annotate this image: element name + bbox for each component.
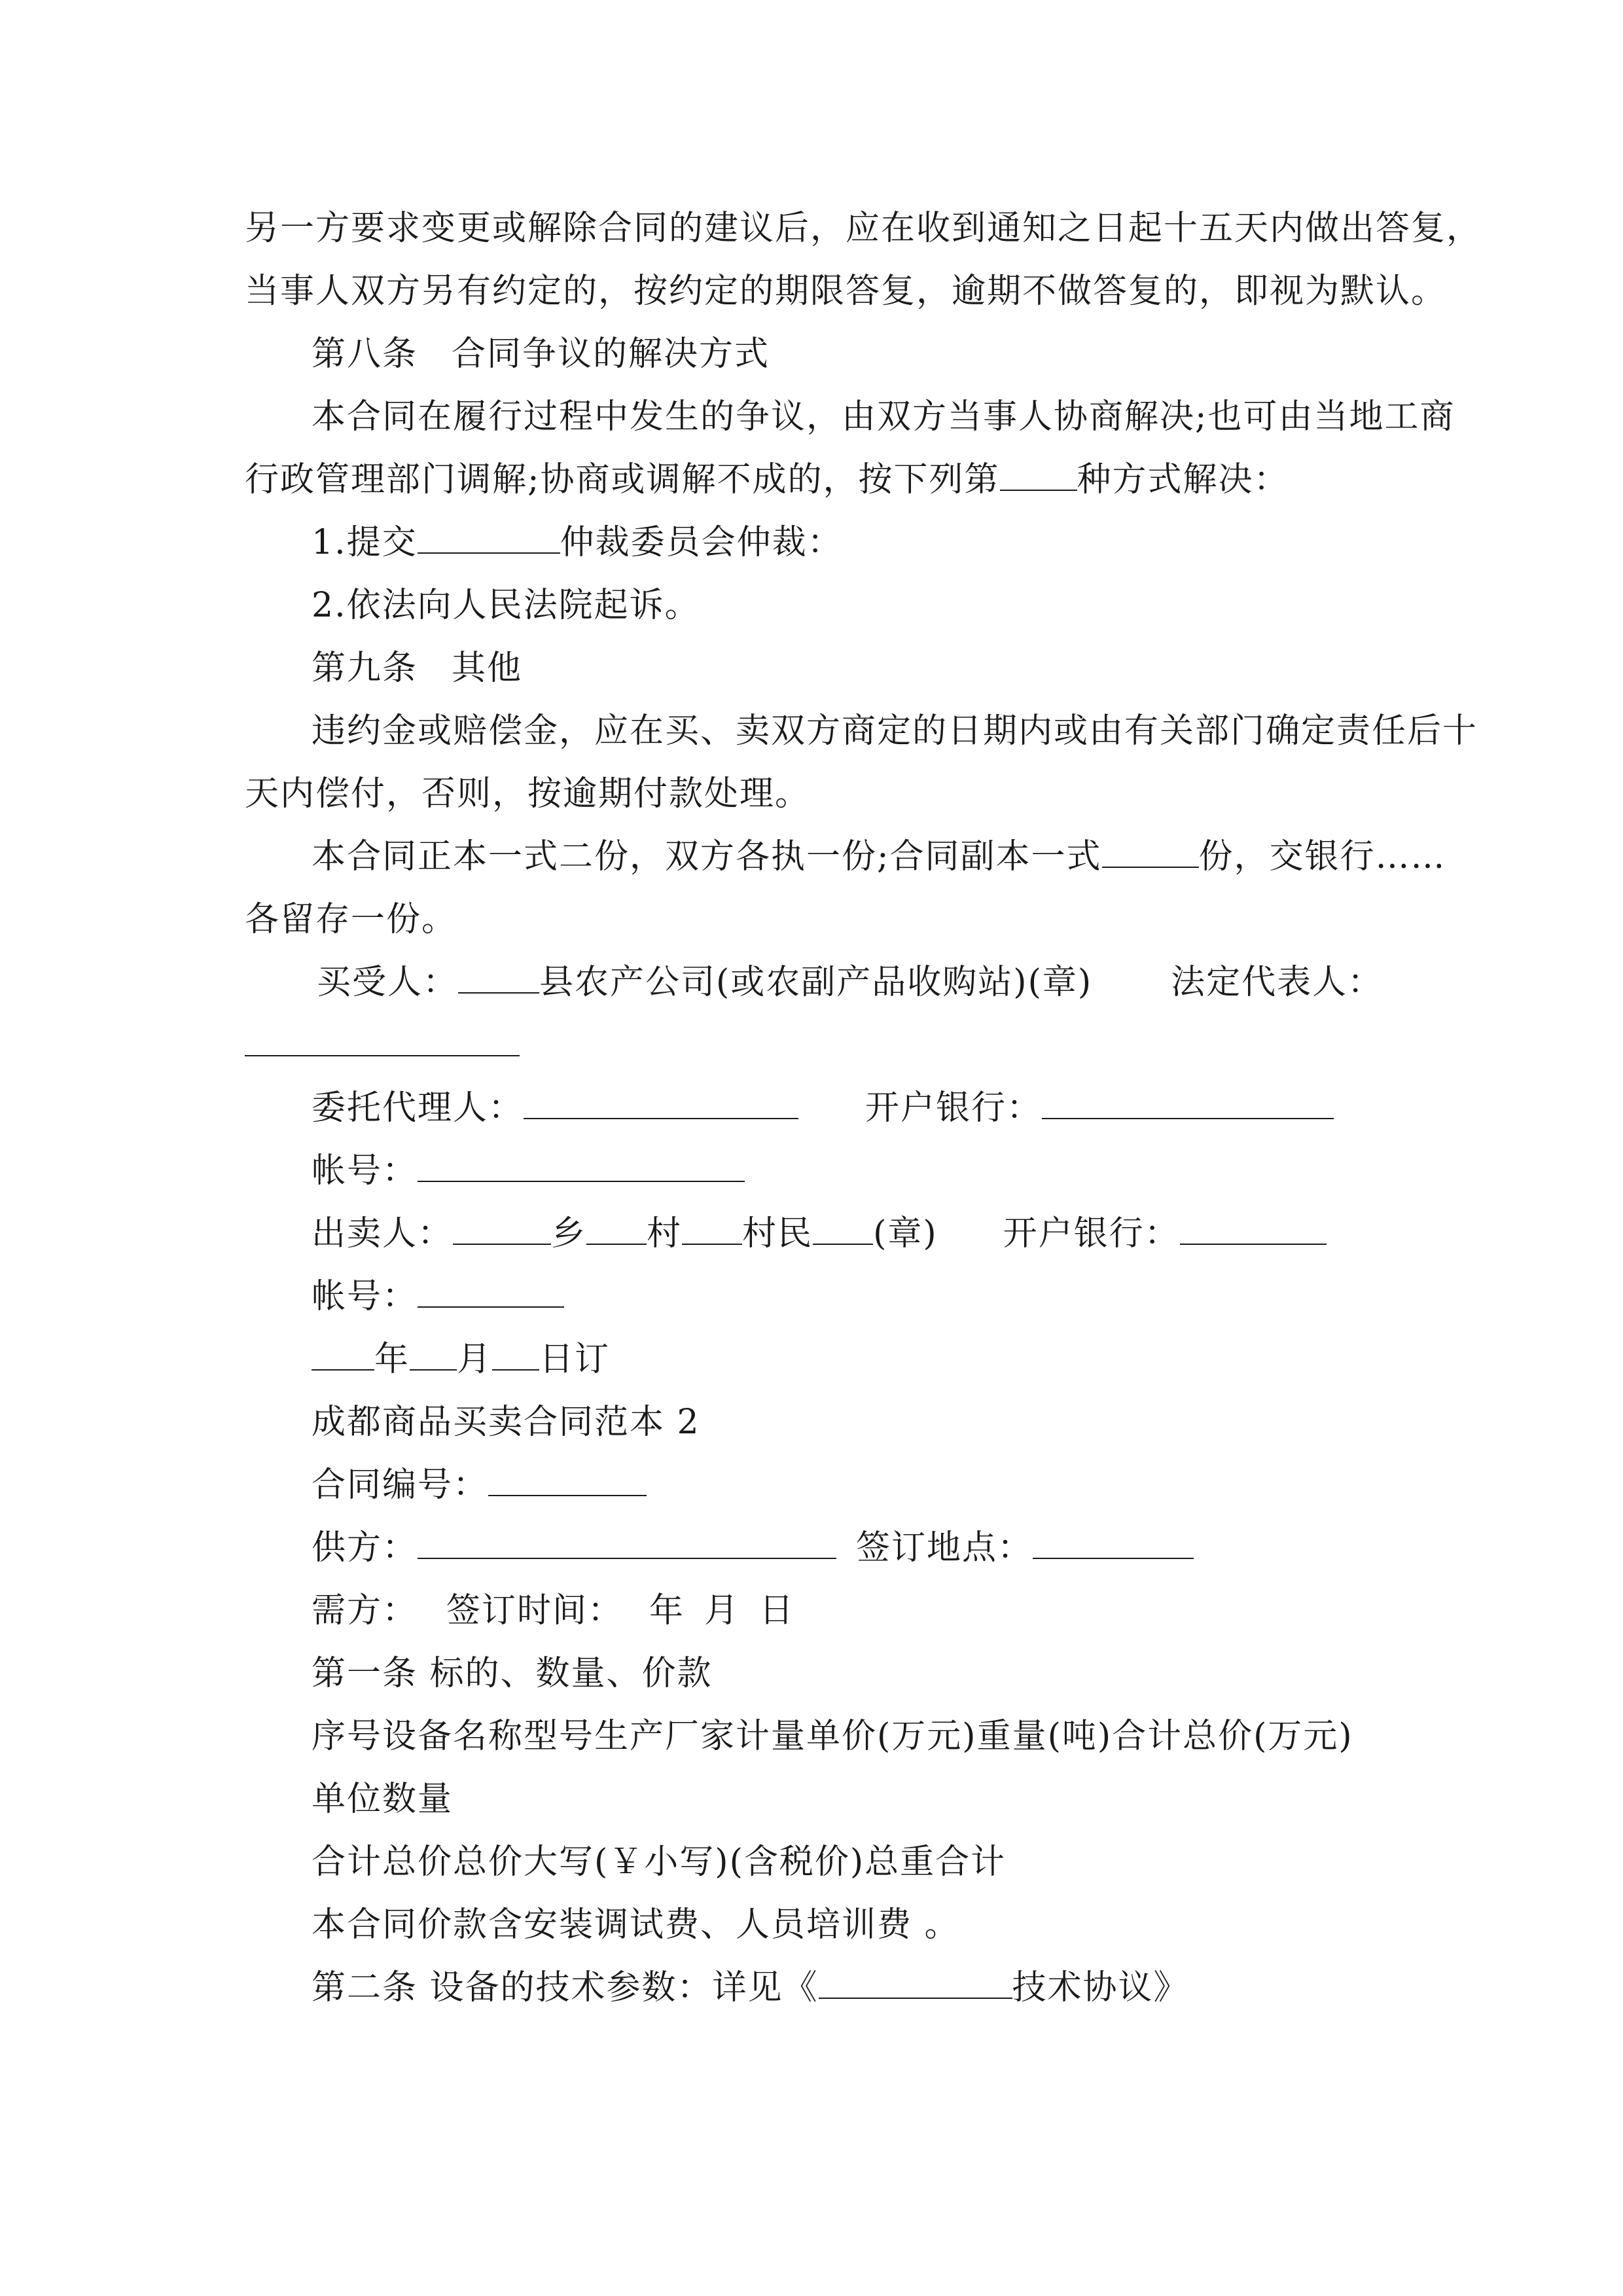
legal-representative-label: 法定代表人： (1171, 963, 1383, 1002)
copies-text: 本合同正本一式二份，双方各执一份;合同副本一式 (312, 837, 1102, 876)
agent-label: 委托代理人： (312, 1088, 524, 1128)
table-total-line: 合计总价总价大写(￥小写)(含税价)总重合计 (312, 1842, 1007, 1882)
para-line-11 (312, 836, 1446, 878)
option-2: 2.依法向人民法院起诉。 (312, 586, 700, 625)
article-1-heading: 第一条 标的、数量、价款 (312, 1654, 713, 1693)
copies-count-blank[interactable] (1102, 836, 1199, 868)
article-8-title: 合同争议的解决方式 (452, 334, 770, 374)
table-header-line: 序号设备名称型号生产厂家计量单价(万元)重量(吨)合计总价(万元) (312, 1717, 1353, 1756)
demander-line (312, 1590, 794, 1632)
price-includes-line: 本合同价款含安装调试费、人员培训费 。 (312, 1905, 960, 1945)
para-line-4: 本合同在履行过程中发生的争议，由双方当事人协商解决;也可由当地工商 (312, 397, 1455, 437)
bank-1-blank[interactable] (1042, 1088, 1334, 1119)
supplier-label: 供方： (312, 1528, 418, 1568)
option-1 (312, 522, 843, 564)
para-line-1: 另一方要求变更或解除合同的建议后，应在收到通知之日起十五天内做出答复， (245, 209, 1482, 248)
para-line-12: 各留存一份。 (245, 900, 457, 939)
day-blank[interactable] (492, 1339, 539, 1371)
county-blank[interactable] (458, 962, 539, 994)
demander-label: 需方： (312, 1591, 418, 1630)
table-unit-line: 单位数量 (312, 1780, 454, 1819)
article-9-title: 其他 (452, 649, 523, 688)
account-1-blank[interactable] (418, 1151, 745, 1182)
article-9-heading (312, 647, 522, 689)
seller-line (312, 1213, 1327, 1255)
article-8-heading (312, 333, 770, 375)
sign-time-month: 月 (704, 1591, 740, 1630)
account-1-line (312, 1150, 745, 1192)
account-2-line (312, 1276, 564, 1318)
village-label: 村 (647, 1214, 683, 1253)
dispute-method-text: 行政管理部门调解;协商或调解不成的，按下列第 (245, 460, 1000, 499)
article-2-suffix: 技术协议》 (1012, 1968, 1189, 2007)
villager-blank[interactable] (682, 1213, 742, 1245)
account-2-label: 帐号： (312, 1277, 418, 1316)
account-1-label: 帐号： (312, 1151, 418, 1191)
contract-number-blank[interactable] (488, 1465, 647, 1496)
article-8-number: 第八条 (312, 334, 418, 374)
template-2-title: 成都商品买卖合同范本 2 (312, 1403, 700, 1442)
sign-time-year: 年 (649, 1591, 685, 1630)
buyer-line (317, 961, 1383, 1003)
township-blank[interactable] (453, 1213, 551, 1245)
account-2-blank[interactable] (418, 1276, 564, 1308)
arbitration-committee-blank[interactable] (418, 522, 560, 554)
villager-label: 村民 (742, 1214, 813, 1253)
seller-label: 出卖人： (312, 1214, 454, 1253)
contract-number-label: 合同编号： (312, 1465, 489, 1505)
article-2-line (312, 1967, 1189, 2009)
supplier-blank[interactable] (418, 1528, 836, 1559)
method-number-blank[interactable] (1000, 459, 1077, 491)
day-label: 日订 (539, 1340, 611, 1379)
supplier-line (312, 1527, 1194, 1569)
sign-time-label: 签订时间： (446, 1591, 624, 1630)
legal-representative-blank[interactable] (245, 1055, 520, 1056)
agent-blank[interactable] (524, 1088, 798, 1119)
bank-2-label: 开户银行： (1003, 1214, 1180, 1253)
option-1-suffix: 仲裁委员会仲裁： (560, 523, 843, 562)
signing-date-line (312, 1338, 610, 1380)
township-label: 乡 (551, 1214, 587, 1253)
para-line-10: 天内偿付，否则，按逾期付款处理。 (245, 774, 811, 814)
buyer-label: 买受人： (317, 963, 459, 1002)
buyer-name-text: 县农产公司(或农副产品收购站)(章) (539, 963, 1093, 1002)
bank-2-blank[interactable] (1180, 1213, 1327, 1245)
year-blank[interactable] (312, 1339, 374, 1371)
month-label: 月 (457, 1340, 493, 1379)
copies-suffix: 份，交银行…… (1198, 837, 1446, 876)
seal-blank[interactable] (813, 1213, 873, 1245)
para-line-2: 当事人双方另有约定的，按约定的期限答复，逾期不做答复的，即视为默认。 (245, 272, 1447, 311)
month-blank[interactable] (410, 1339, 457, 1371)
option-1-prefix: 1.提交 (312, 523, 418, 562)
tech-agreement-blank[interactable] (819, 1967, 1012, 1999)
contract-number-line (312, 1464, 647, 1506)
bank-1-label: 开户银行： (865, 1088, 1043, 1128)
article-2-text: 第二条 设备的技术参数：详见《 (312, 1968, 819, 2007)
sign-place-blank[interactable] (1033, 1528, 1194, 1559)
sign-place-label: 签订地点： (856, 1528, 1033, 1568)
article-9-number: 第九条 (312, 649, 418, 688)
agent-line (312, 1087, 1334, 1129)
para-line-5 (245, 459, 1289, 501)
sign-time-day: 日 (759, 1591, 795, 1630)
seal-label: (章) (873, 1214, 938, 1253)
village-blank[interactable] (586, 1213, 647, 1245)
dispute-method-suffix: 种方式解决： (1077, 460, 1289, 499)
year-label: 年 (374, 1340, 410, 1379)
para-line-9: 违约金或赔偿金，应在买、卖双方商定的日期内或由有关部门确定责任后十 (312, 711, 1478, 751)
